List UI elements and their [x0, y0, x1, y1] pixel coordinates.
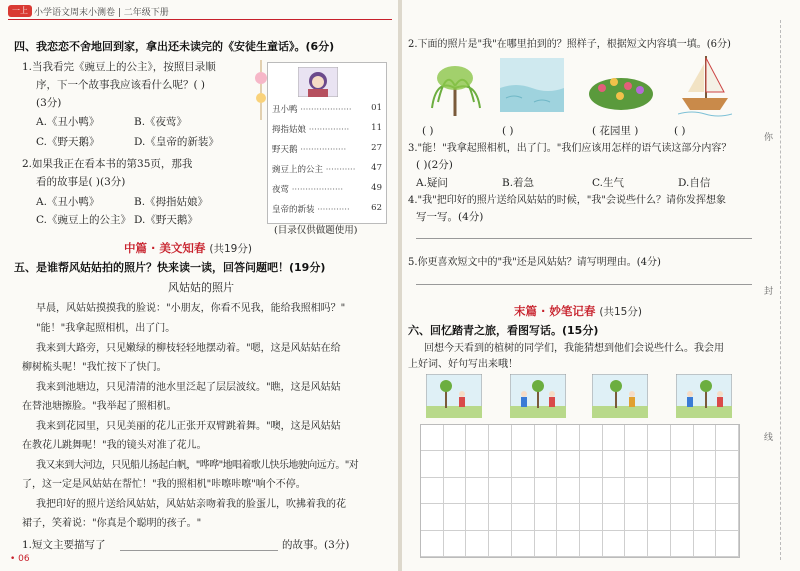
- margin-char: 线: [764, 433, 774, 443]
- toc-row[interactable]: 皇帝的新装 ············ 62: [272, 203, 382, 215]
- writing-cell[interactable]: [557, 451, 580, 477]
- tree-planting-picture-3-icon: [592, 374, 648, 418]
- photo-answer-blank[interactable]: ( ): [674, 125, 686, 137]
- writing-cell[interactable]: [603, 478, 626, 504]
- writing-cell[interactable]: [557, 531, 580, 557]
- q4-2-line2: 看的故事是( )(3分): [36, 176, 126, 188]
- writing-cell[interactable]: [512, 425, 535, 451]
- toc-row[interactable]: 丑小鸭 ··················· 01: [272, 103, 382, 115]
- writing-cell[interactable]: [535, 425, 558, 451]
- writing-cell[interactable]: [557, 504, 580, 530]
- writing-cell[interactable]: [557, 425, 580, 451]
- photo-answer-blank[interactable]: ( ): [502, 125, 514, 137]
- sailboat-photo-icon: [678, 52, 732, 118]
- q5-1-prompt: 1.短文主要描写了: [22, 539, 106, 551]
- writing-cell[interactable]: [489, 451, 512, 477]
- header-badge: 一上: [8, 5, 32, 17]
- photo-answer-blank[interactable]: ( ): [422, 125, 434, 137]
- writing-cell[interactable]: [694, 531, 717, 557]
- writing-cell[interactable]: [421, 451, 444, 477]
- writing-cell[interactable]: [535, 504, 558, 530]
- part6-instruction-2: 上好词、好句写出来哦！: [408, 359, 518, 370]
- left-page: [0, 0, 398, 571]
- toc-title: 野天鹅: [272, 145, 298, 155]
- q5-1-suffix: 的故事。(3分): [282, 539, 350, 551]
- tree-planting-picture-1-icon: [426, 374, 482, 418]
- q5-1-answer-line[interactable]: [120, 550, 278, 551]
- q4-1-option-a[interactable]: A.《丑小鸭》: [36, 116, 100, 128]
- writing-cell[interactable]: [466, 504, 489, 530]
- story-line: 我来到花园里，只见美丽的花儿正张开双臂跳着舞。"噢，这是风姑姑: [36, 421, 341, 432]
- writing-cell[interactable]: [444, 531, 467, 557]
- writing-cell[interactable]: [489, 504, 512, 530]
- writing-cell[interactable]: [489, 425, 512, 451]
- end-section-banner: [514, 303, 642, 319]
- toc-page: 11: [371, 123, 382, 133]
- girl-avatar-icon: [298, 67, 338, 97]
- toc-page: 01: [371, 103, 382, 113]
- writing-cell[interactable]: [648, 504, 671, 530]
- writing-cell[interactable]: [580, 504, 603, 530]
- part6-heading: 六、回忆踏青之旅，看图写话。(15分): [408, 324, 599, 337]
- writing-cell[interactable]: [716, 531, 739, 557]
- writing-cell[interactable]: [716, 425, 739, 451]
- toc-page: 47: [371, 163, 382, 173]
- q4-1-option-d[interactable]: D.《皇帝的新装》: [134, 136, 219, 148]
- writing-cell[interactable]: [535, 531, 558, 557]
- writing-cell[interactable]: [694, 425, 717, 451]
- writing-cell[interactable]: [648, 531, 671, 557]
- toc-title: 夜莺: [272, 185, 290, 195]
- q5-4-prompt: 4."我"把印好的照片送给风姑姑的时候，"我"会说些什么？请你发挥想象: [408, 195, 726, 206]
- story-line: 早晨，风姑姑摸摸我的脸说："小朋友，你看不见我，能给我照相吗？": [36, 303, 346, 314]
- writing-cell[interactable]: [716, 504, 739, 530]
- writing-cell[interactable]: [580, 425, 603, 451]
- writing-cell[interactable]: [580, 451, 603, 477]
- margin-char: 你: [764, 133, 774, 143]
- writing-cell[interactable]: [466, 478, 489, 504]
- toc-title: 皇帝的新装: [272, 205, 315, 215]
- writing-cell[interactable]: [489, 531, 512, 557]
- story-line: 裙子，笑着说："你真是个聪明的孩子。": [22, 518, 202, 529]
- writing-cell[interactable]: [603, 531, 626, 557]
- story-line: 我来到池塘边，只见清清的池水里泛起了层层波纹。"瞧，这是风姑姑: [36, 382, 341, 393]
- q4-2-option-b[interactable]: B.《拇指姑娘》: [134, 196, 209, 208]
- table-of-contents: [267, 62, 387, 224]
- q5-3-option-b[interactable]: B.着急: [502, 177, 535, 189]
- q4-1-line3: (3分): [36, 97, 62, 109]
- toc-row[interactable]: 豌豆上的公主 ··········· 47: [272, 163, 382, 175]
- writing-cell[interactable]: [625, 504, 648, 530]
- q5-4-answer-line[interactable]: [416, 238, 752, 239]
- writing-cell[interactable]: [648, 478, 671, 504]
- story-line: 柳树梳头呢！"我忙按下了快门。: [22, 362, 167, 373]
- writing-cell[interactable]: [648, 451, 671, 477]
- q4-1-option-b[interactable]: B.《夜莺》: [134, 116, 188, 128]
- q5-3-prompt: 3."能！"我拿起照相机，出了门。"我们应该用怎样的语气读这部分内容？: [408, 143, 732, 154]
- writing-grid[interactable]: [420, 424, 740, 558]
- story-line: 我来到大路旁，只见嫩绿的柳枝轻轻地摆动着。"嗯，这是风姑姑在给: [36, 343, 341, 354]
- story-line: 在替池塘擦脸。"我举起了照相机。: [22, 401, 177, 412]
- end-banner-label: 末篇 · 妙笔记春: [514, 304, 596, 318]
- writing-cell[interactable]: [671, 504, 694, 530]
- writing-cell[interactable]: [535, 451, 558, 477]
- writing-cell[interactable]: [603, 451, 626, 477]
- part4-heading: 四、我恋恋不舍地回到家，拿出还未读完的《安徒生童话》。(6分): [14, 40, 335, 53]
- writing-cell[interactable]: [671, 478, 694, 504]
- writing-cell[interactable]: [671, 425, 694, 451]
- story-line: 我又来到大河边，只见船儿扬起白帆，"哗哗"地唱着歌儿快乐地驶向远方。"对: [36, 460, 359, 471]
- writing-cell[interactable]: [716, 478, 739, 504]
- mid-banner-label: 中篇 · 美文知春: [124, 241, 206, 255]
- writing-cell[interactable]: [580, 478, 603, 504]
- writing-cell[interactable]: [512, 531, 535, 557]
- q4-2-line1: 2.如果我正在看本书的第35页，那我: [22, 158, 193, 170]
- q5-4-prompt-2: 写一写。(4分): [416, 211, 484, 223]
- writing-cell[interactable]: [625, 425, 648, 451]
- writing-cell[interactable]: [421, 425, 444, 451]
- binding-line: [780, 20, 781, 560]
- story-line: 我把印好的照片送给风姑姑，风姑姑亲吻着我的脸蛋儿，吹拂着我的花: [36, 499, 346, 510]
- mid-section-banner: [124, 240, 252, 256]
- header-rule: [8, 19, 392, 20]
- writing-cell[interactable]: [512, 478, 535, 504]
- q4-2-option-c[interactable]: C.《豌豆上的公主》: [36, 214, 131, 226]
- willow-tree-photo-icon: [426, 58, 484, 116]
- writing-cell[interactable]: [603, 504, 626, 530]
- photo-answer-given: ( 花园里 ): [592, 125, 639, 137]
- header-title: 小学语文周末小测卷 | 二年级下册: [34, 8, 169, 18]
- writing-cell[interactable]: [512, 451, 535, 477]
- end-banner-points: (共15分): [599, 306, 642, 318]
- q4-2-option-a[interactable]: A.《丑小鸭》: [36, 196, 100, 208]
- writing-cell[interactable]: [671, 451, 694, 477]
- flower-garden-photo-icon: [588, 66, 654, 112]
- page-number-value: 06: [18, 554, 30, 564]
- right-page: [402, 0, 800, 571]
- toc-title: 豌豆上的公主: [272, 165, 324, 175]
- writing-cell[interactable]: [466, 451, 489, 477]
- story-line: 了，这一定是风姑姑在帮忙！"我的照相机"咔嚓咔嚓"响个不停。: [22, 479, 306, 490]
- q4-1-line2: 序，下一个故事我应该看什么呢？( ): [36, 79, 206, 91]
- story-title: 风姑姑的照片: [168, 281, 234, 294]
- part6-instruction-1: 回想今天看到的植树的同学们，我能猜想到他们会说些什么。我会用: [424, 343, 724, 354]
- writing-cell[interactable]: [466, 425, 489, 451]
- writing-cell[interactable]: [557, 478, 580, 504]
- writing-cell[interactable]: [625, 451, 648, 477]
- toc-title: 拇指姑娘: [272, 125, 307, 135]
- writing-cell[interactable]: [694, 504, 717, 530]
- writing-cell[interactable]: [625, 531, 648, 557]
- q5-5-prompt: 5.你更喜欢短文中的"我"还是风姑姑？请写明理由。(4分): [408, 257, 661, 268]
- writing-cell[interactable]: [603, 425, 626, 451]
- writing-cell[interactable]: [421, 504, 444, 530]
- writing-cell[interactable]: [421, 478, 444, 504]
- writing-cell[interactable]: [648, 425, 671, 451]
- writing-cell[interactable]: [444, 425, 467, 451]
- writing-cell[interactable]: [694, 478, 717, 504]
- pond-photo-icon: [500, 58, 564, 112]
- writing-cell[interactable]: [716, 451, 739, 477]
- tree-planting-picture-4-icon: [676, 374, 732, 418]
- writing-cell[interactable]: [444, 504, 467, 530]
- writing-cell[interactable]: [625, 478, 648, 504]
- writing-cell[interactable]: [489, 478, 512, 504]
- q5-3-blank[interactable]: ( )(2分): [416, 159, 453, 171]
- writing-cell[interactable]: [444, 451, 467, 477]
- writing-cell[interactable]: [671, 531, 694, 557]
- writing-cell[interactable]: [535, 478, 558, 504]
- toc-note: (目录仅供做题使用): [274, 225, 358, 236]
- writing-cell[interactable]: [694, 451, 717, 477]
- q5-5-answer-line[interactable]: [416, 284, 752, 285]
- q4-2-option-d[interactable]: D.《野天鹅》: [134, 214, 198, 226]
- tree-planting-picture-2-icon: [510, 374, 566, 418]
- q5-3-option-a[interactable]: A.疑问: [416, 177, 448, 189]
- q5-3-option-d[interactable]: D.自信: [678, 177, 711, 189]
- toc-row[interactable]: 拇指姑娘 ··············· 11: [272, 123, 382, 135]
- q4-1-line1: 1.当我看完《豌豆上的公主》，按照目录顺: [22, 61, 216, 73]
- part5-heading: 五、是谁帮风姑姑拍的照片？快来读一读，回答问题吧！(19分): [14, 261, 326, 274]
- toc-row[interactable]: 夜莺 ··················· 49: [272, 183, 382, 195]
- page-number: • 06: [10, 554, 30, 564]
- toc-page: 27: [371, 143, 382, 153]
- toc-page: 62: [371, 203, 382, 213]
- margin-char: 封: [764, 287, 774, 297]
- writing-cell[interactable]: [512, 504, 535, 530]
- writing-cell[interactable]: [444, 478, 467, 504]
- toc-page: 49: [371, 183, 382, 193]
- q4-1-option-c[interactable]: C.《野天鹅》: [36, 136, 100, 148]
- writing-cell[interactable]: [466, 531, 489, 557]
- toc-row[interactable]: 野天鹅 ················· 27: [272, 143, 382, 155]
- story-line: 在教花儿跳舞呢！"我的镜头对准了花儿。: [22, 440, 207, 451]
- toc-title: 丑小鸭: [272, 105, 298, 115]
- q5-3-option-c[interactable]: C.生气: [592, 177, 624, 189]
- q5-2-prompt: 2.下面的照片是"我"在哪里拍到的？照样子，根据短文内容填一填。(6分): [408, 39, 731, 50]
- writing-cell[interactable]: [580, 531, 603, 557]
- story-line: "能！"我拿起照相机，出了门。: [36, 323, 176, 334]
- mid-banner-points: (共19分): [209, 243, 252, 255]
- writing-cell[interactable]: [421, 531, 444, 557]
